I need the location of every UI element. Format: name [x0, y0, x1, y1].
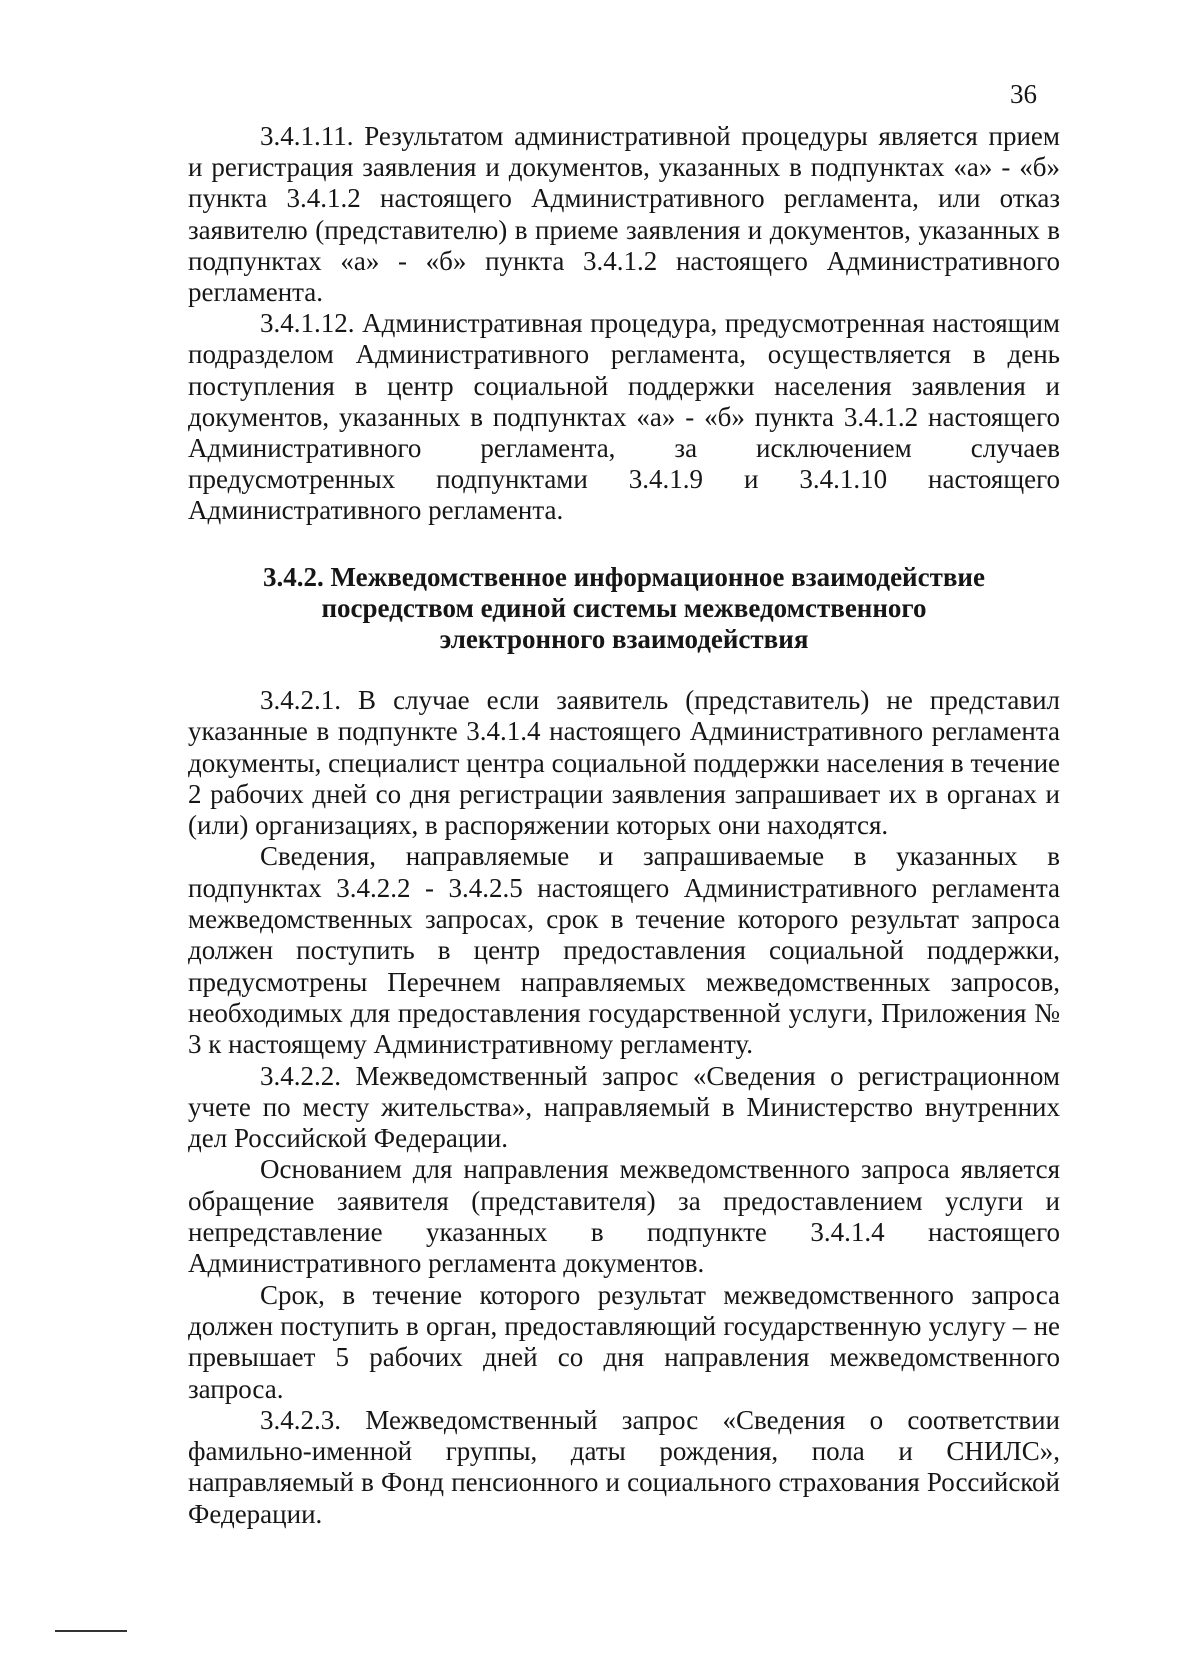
heading-line: посредством единой системы межведомственного — [321, 593, 927, 623]
paragraph-request-deadline: Срок, в течение которого результат межведомственного запроса должен поступить в орган, предоставляющий государственную услугу – не превышает 5 рабочих дней со дня направления межведомственного запроса. — [188, 1279, 1060, 1404]
footer-rule — [55, 1630, 127, 1632]
paragraph-request-basis: Основанием для направления межведомственного запроса является обращение заявителя (представителя) за предоставлением услуги и непредставление указанных в подпункте 3.4.1.4 настоящего Административного регламента документов. — [188, 1154, 1060, 1279]
section-3-4-1-text — [188, 121, 1060, 527]
paragraph-3-4-2-3: 3.4.2.3. Межведомственный запрос «Сведения о соответствии фамильно-именной группы, даты рождения, пола и СНИЛС», направляемый в Фонд пенсионного и социального страхования Российской Федерации. — [188, 1404, 1060, 1529]
section-3-4-2-text — [188, 685, 1060, 1530]
paragraph-3-4-1-12: 3.4.1.12. Административная процедура, предусмотренная настоящим подразделом Административного регламента, осуществляется в день поступления в центр социальной поддержки населения заявления и документов, указанных в подпунктах «а» - «б» пункта 3.4.1.2 настоящего Административного регламента, за исключением случаев предусмотренных подпунктами 3.4.1.9 и 3.4.1.10 настоящего Административного регламента. — [188, 308, 1060, 526]
paragraph-3-4-2-1: 3.4.2.1. В случае если заявитель (представитель) не представил указанные в подпункте 3.4.1.4 настоящего Административного регламента документы, специалист центра социальной поддержки населения в течение 2 рабочих дней со дня регистрации заявления запрашивает их в органах и (или) организациях, в распоряжении которых они находятся. — [188, 685, 1060, 841]
heading-line: 3.4.2. Межведомственное информационное взаимодействие — [263, 562, 985, 592]
heading-line: электронного взаимодействия — [439, 624, 809, 654]
paragraph-3-4-1-11: 3.4.1.11. Результатом административной процедуры является прием и регистрация заявления и документов, указанных в подпунктах «а» - «б» пункта 3.4.1.2 настоящего Административного регламента, или отказ заявителю (представителю) в приеме заявления и документов, указанных в подпунктах «а» - «б» пункта 3.4.1.2 настоящего Административного регламента. — [188, 121, 1060, 308]
paragraph-3-4-2-2: 3.4.2.2. Межведомственный запрос «Сведения о регистрационном учете по месту жительства», направляемый в Министерство внутренних дел Российской Федерации. — [188, 1060, 1060, 1154]
page-number: 36 — [1010, 79, 1037, 109]
paragraph-information-requests: Сведения, направляемые и запрашиваемые в указанных в подпунктах 3.4.2.2 - 3.4.2.5 настоящего Административного регламента межведомственных запросах, срок в течение которого результат запроса должен поступить в центр предоставления социальной поддержки, предусмотрены Перечнем направляемых межведомственных запросов, необходимых для предоставления государственной услуги, Приложения № 3 к настоящему Административному регламенту. — [188, 841, 1060, 1060]
section-heading-3-4-2 — [188, 562, 1060, 655]
